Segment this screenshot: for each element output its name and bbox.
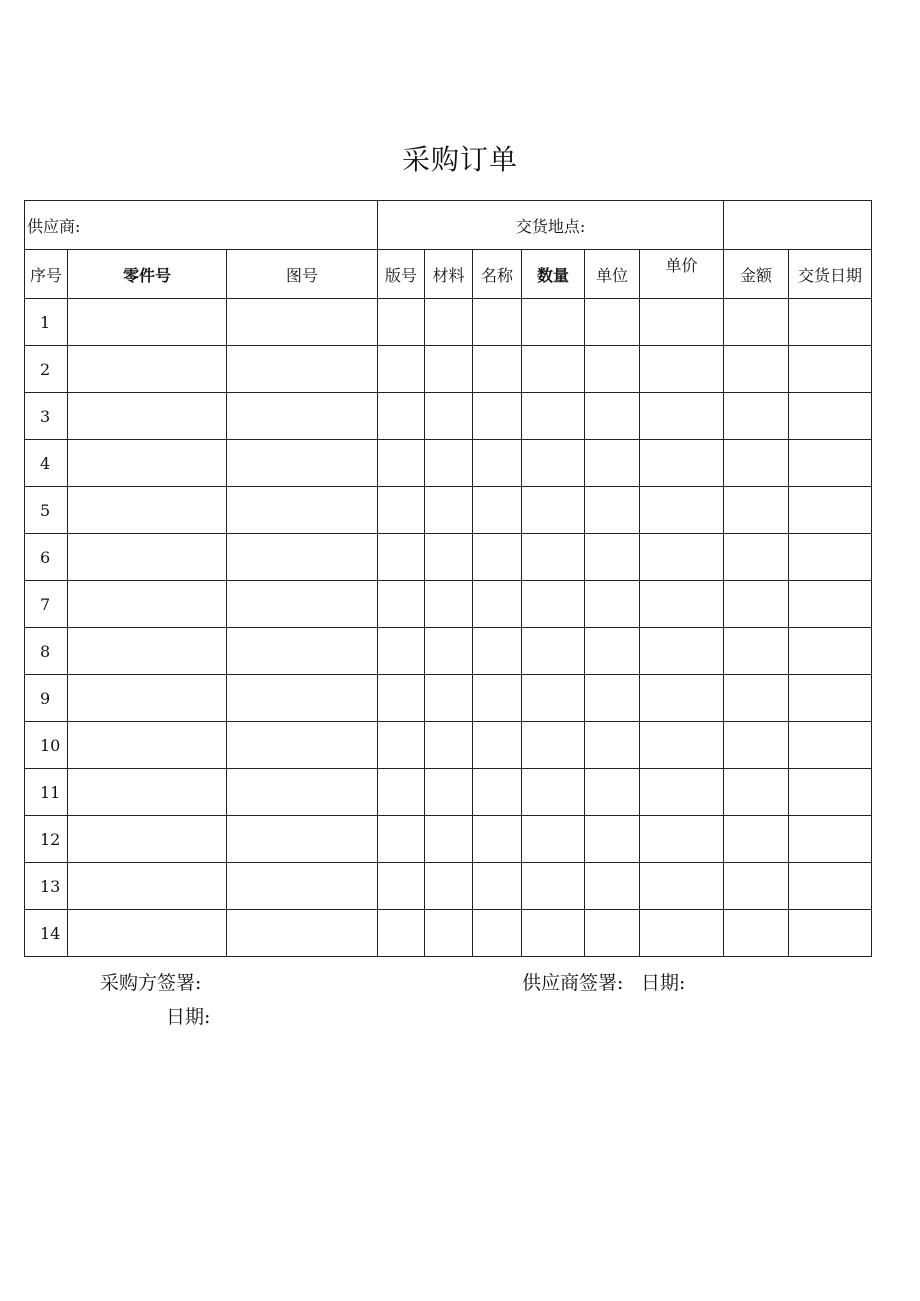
- unit-cell[interactable]: [585, 581, 640, 628]
- table-row: [25, 816, 872, 863]
- delivery-date-cell[interactable]: [789, 299, 872, 346]
- row-number: 13: [25, 863, 68, 910]
- table-row: [25, 722, 872, 769]
- part-number-cell[interactable]: [68, 393, 227, 440]
- row-number: 7: [25, 581, 68, 628]
- drawing-number-cell[interactable]: [227, 910, 378, 957]
- revision-cell[interactable]: [378, 769, 425, 816]
- material-cell[interactable]: [425, 534, 473, 581]
- drawing-number-cell[interactable]: [227, 816, 378, 863]
- part-number-cell[interactable]: [68, 534, 227, 581]
- row-number: 12: [25, 816, 68, 863]
- material-cell[interactable]: [425, 581, 473, 628]
- row-number: 1: [25, 299, 68, 346]
- delivery-date-cell[interactable]: [789, 440, 872, 487]
- quantity-cell[interactable]: [522, 863, 585, 910]
- row-number: 6: [25, 534, 68, 581]
- drawing-number-cell[interactable]: [227, 487, 378, 534]
- drawing-number-cell[interactable]: [227, 393, 378, 440]
- unit-cell[interactable]: [585, 487, 640, 534]
- page-title: 采购订单: [401, 143, 518, 176]
- name-cell[interactable]: [473, 722, 522, 769]
- material-cell[interactable]: [425, 487, 473, 534]
- quantity-cell[interactable]: [522, 628, 585, 675]
- table-row: [25, 487, 872, 534]
- unit-price-cell[interactable]: [640, 769, 724, 816]
- column-header-unit-price: 单价: [640, 250, 724, 299]
- material-cell[interactable]: [425, 675, 473, 722]
- material-cell[interactable]: [425, 299, 473, 346]
- quantity-cell[interactable]: [522, 440, 585, 487]
- drawing-number-cell[interactable]: [227, 299, 378, 346]
- part-number-cell[interactable]: [68, 581, 227, 628]
- table-row: [25, 769, 872, 816]
- unit-price-cell[interactable]: [640, 299, 724, 346]
- quantity-cell[interactable]: [522, 346, 585, 393]
- delivery-date-cell[interactable]: [789, 628, 872, 675]
- row-number: 2: [25, 346, 68, 393]
- part-number-cell[interactable]: [68, 769, 227, 816]
- delivery-date-cell[interactable]: [789, 863, 872, 910]
- row-number: 14: [25, 910, 68, 957]
- part-number-cell[interactable]: [68, 487, 227, 534]
- info-blank-cell[interactable]: [724, 201, 872, 250]
- name-cell[interactable]: [473, 675, 522, 722]
- buyer-date-label: 日期:: [166, 1006, 211, 1028]
- table-row: [25, 581, 872, 628]
- table-row: [25, 299, 872, 346]
- revision-cell[interactable]: [378, 534, 425, 581]
- delivery-date-cell[interactable]: [789, 487, 872, 534]
- table-row: [25, 534, 872, 581]
- quantity-cell[interactable]: [522, 487, 585, 534]
- table-row: [25, 628, 872, 675]
- revision-cell[interactable]: [378, 863, 425, 910]
- delivery-date-cell[interactable]: [789, 816, 872, 863]
- unit-price-cell[interactable]: [640, 675, 724, 722]
- material-cell[interactable]: [425, 769, 473, 816]
- name-cell[interactable]: [473, 581, 522, 628]
- unit-price-cell[interactable]: [640, 346, 724, 393]
- table-row: [25, 346, 872, 393]
- material-cell[interactable]: [425, 863, 473, 910]
- quantity-cell[interactable]: [522, 769, 585, 816]
- quantity-cell[interactable]: [522, 393, 585, 440]
- delivery-date-cell[interactable]: [789, 722, 872, 769]
- quantity-cell[interactable]: [522, 910, 585, 957]
- unit-price-cell[interactable]: [640, 863, 724, 910]
- column-header-material: 材料: [425, 250, 473, 299]
- amount-cell[interactable]: [724, 722, 789, 769]
- column-header-amount: 金额: [724, 250, 789, 299]
- unit-price-cell[interactable]: [640, 910, 724, 957]
- supplier-field[interactable]: 供应商:: [25, 201, 378, 250]
- delivery-location-field[interactable]: 交货地点:: [378, 201, 724, 250]
- unit-cell[interactable]: [585, 299, 640, 346]
- drawing-number-cell[interactable]: [227, 722, 378, 769]
- name-cell[interactable]: [473, 534, 522, 581]
- quantity-cell[interactable]: [522, 675, 585, 722]
- purchase-order-table: [24, 200, 872, 957]
- info-row: [25, 201, 872, 250]
- table-row: [25, 910, 872, 957]
- unit-price-cell[interactable]: [640, 581, 724, 628]
- drawing-number-cell[interactable]: [227, 863, 378, 910]
- amount-cell[interactable]: [724, 581, 789, 628]
- revision-cell[interactable]: [378, 440, 425, 487]
- material-cell[interactable]: [425, 910, 473, 957]
- part-number-cell[interactable]: [68, 816, 227, 863]
- column-header-name: 名称: [473, 250, 522, 299]
- drawing-number-cell[interactable]: [227, 534, 378, 581]
- amount-cell[interactable]: [724, 393, 789, 440]
- name-cell[interactable]: [473, 816, 522, 863]
- revision-cell[interactable]: [378, 581, 425, 628]
- drawing-number-cell[interactable]: [227, 675, 378, 722]
- unit-cell[interactable]: [585, 722, 640, 769]
- amount-cell[interactable]: [724, 816, 789, 863]
- material-cell[interactable]: [425, 722, 473, 769]
- amount-cell[interactable]: [724, 769, 789, 816]
- unit-price-cell[interactable]: [640, 628, 724, 675]
- unit-price-cell[interactable]: [640, 816, 724, 863]
- column-header-quantity: 数量: [522, 250, 585, 299]
- part-number-cell[interactable]: [68, 299, 227, 346]
- drawing-number-cell[interactable]: [227, 440, 378, 487]
- revision-cell[interactable]: [378, 910, 425, 957]
- unit-price-cell[interactable]: [640, 534, 724, 581]
- quantity-cell[interactable]: [522, 299, 585, 346]
- unit-cell[interactable]: [585, 534, 640, 581]
- row-number: 11: [25, 769, 68, 816]
- column-header-delivery-date: 交货日期: [789, 250, 872, 299]
- column-header-seq: 序号: [25, 250, 68, 299]
- row-number: 5: [25, 487, 68, 534]
- revision-cell[interactable]: [378, 487, 425, 534]
- material-cell[interactable]: [425, 393, 473, 440]
- revision-cell[interactable]: [378, 346, 425, 393]
- row-number: 4: [25, 440, 68, 487]
- unit-cell[interactable]: [585, 393, 640, 440]
- table-row: [25, 440, 872, 487]
- name-cell[interactable]: [473, 910, 522, 957]
- name-cell[interactable]: [473, 487, 522, 534]
- unit-cell[interactable]: [585, 769, 640, 816]
- delivery-date-cell[interactable]: [789, 346, 872, 393]
- amount-cell[interactable]: [724, 910, 789, 957]
- supplier-signature-label: 供应商签署:: [522, 972, 624, 994]
- amount-cell[interactable]: [724, 863, 789, 910]
- unit-price-cell[interactable]: [640, 487, 724, 534]
- revision-cell[interactable]: [378, 722, 425, 769]
- unit-cell[interactable]: [585, 863, 640, 910]
- quantity-cell[interactable]: [522, 722, 585, 769]
- amount-cell[interactable]: [724, 534, 789, 581]
- name-cell[interactable]: [473, 393, 522, 440]
- revision-cell[interactable]: [378, 628, 425, 675]
- table-row: [25, 675, 872, 722]
- part-number-cell[interactable]: [68, 863, 227, 910]
- unit-price-cell[interactable]: [640, 440, 724, 487]
- unit-price-cell[interactable]: [640, 722, 724, 769]
- unit-cell[interactable]: [585, 440, 640, 487]
- part-number-cell[interactable]: [68, 440, 227, 487]
- part-number-cell[interactable]: [68, 910, 227, 957]
- amount-cell[interactable]: [724, 299, 789, 346]
- amount-cell[interactable]: [724, 487, 789, 534]
- delivery-date-cell[interactable]: [789, 393, 872, 440]
- delivery-date-cell[interactable]: [789, 769, 872, 816]
- name-cell[interactable]: [473, 346, 522, 393]
- table-row: [25, 393, 872, 440]
- material-cell[interactable]: [425, 440, 473, 487]
- unit-price-cell[interactable]: [640, 393, 724, 440]
- revision-cell[interactable]: [378, 299, 425, 346]
- delivery-date-cell[interactable]: [789, 910, 872, 957]
- material-cell[interactable]: [425, 628, 473, 675]
- unit-cell[interactable]: [585, 910, 640, 957]
- column-header-unit: 单位: [585, 250, 640, 299]
- table-row: [25, 863, 872, 910]
- name-cell[interactable]: [473, 628, 522, 675]
- unit-cell[interactable]: [585, 628, 640, 675]
- delivery-date-cell[interactable]: [789, 675, 872, 722]
- name-cell[interactable]: [473, 299, 522, 346]
- name-cell[interactable]: [473, 440, 522, 487]
- column-header-revision: 版号: [378, 250, 425, 299]
- supplier-date-label: 日期:: [641, 972, 686, 994]
- part-number-cell[interactable]: [68, 722, 227, 769]
- part-number-cell[interactable]: [68, 675, 227, 722]
- amount-cell[interactable]: [724, 440, 789, 487]
- unit-cell[interactable]: [585, 816, 640, 863]
- header-row: [25, 250, 872, 299]
- drawing-number-cell[interactable]: [227, 346, 378, 393]
- drawing-number-cell[interactable]: [227, 769, 378, 816]
- revision-cell[interactable]: [378, 816, 425, 863]
- part-number-cell[interactable]: [68, 346, 227, 393]
- row-number: 9: [25, 675, 68, 722]
- quantity-cell[interactable]: [522, 816, 585, 863]
- column-header-part-number: 零件号: [68, 250, 227, 299]
- quantity-cell[interactable]: [522, 534, 585, 581]
- delivery-date-cell[interactable]: [789, 581, 872, 628]
- column-header-drawing-number: 图号: [227, 250, 378, 299]
- amount-cell[interactable]: [724, 675, 789, 722]
- row-number: 10: [25, 722, 68, 769]
- unit-cell[interactable]: [585, 675, 640, 722]
- revision-cell[interactable]: [378, 675, 425, 722]
- material-cell[interactable]: [425, 346, 473, 393]
- unit-cell[interactable]: [585, 346, 640, 393]
- amount-cell[interactable]: [724, 346, 789, 393]
- row-number: 8: [25, 628, 68, 675]
- buyer-signature-label: 采购方签署:: [100, 972, 202, 994]
- quantity-cell[interactable]: [522, 581, 585, 628]
- part-number-cell[interactable]: [68, 628, 227, 675]
- name-cell[interactable]: [473, 769, 522, 816]
- revision-cell[interactable]: [378, 393, 425, 440]
- name-cell[interactable]: [473, 863, 522, 910]
- material-cell[interactable]: [425, 816, 473, 863]
- amount-cell[interactable]: [724, 628, 789, 675]
- drawing-number-cell[interactable]: [227, 581, 378, 628]
- row-number: 3: [25, 393, 68, 440]
- drawing-number-cell[interactable]: [227, 628, 378, 675]
- delivery-date-cell[interactable]: [789, 534, 872, 581]
